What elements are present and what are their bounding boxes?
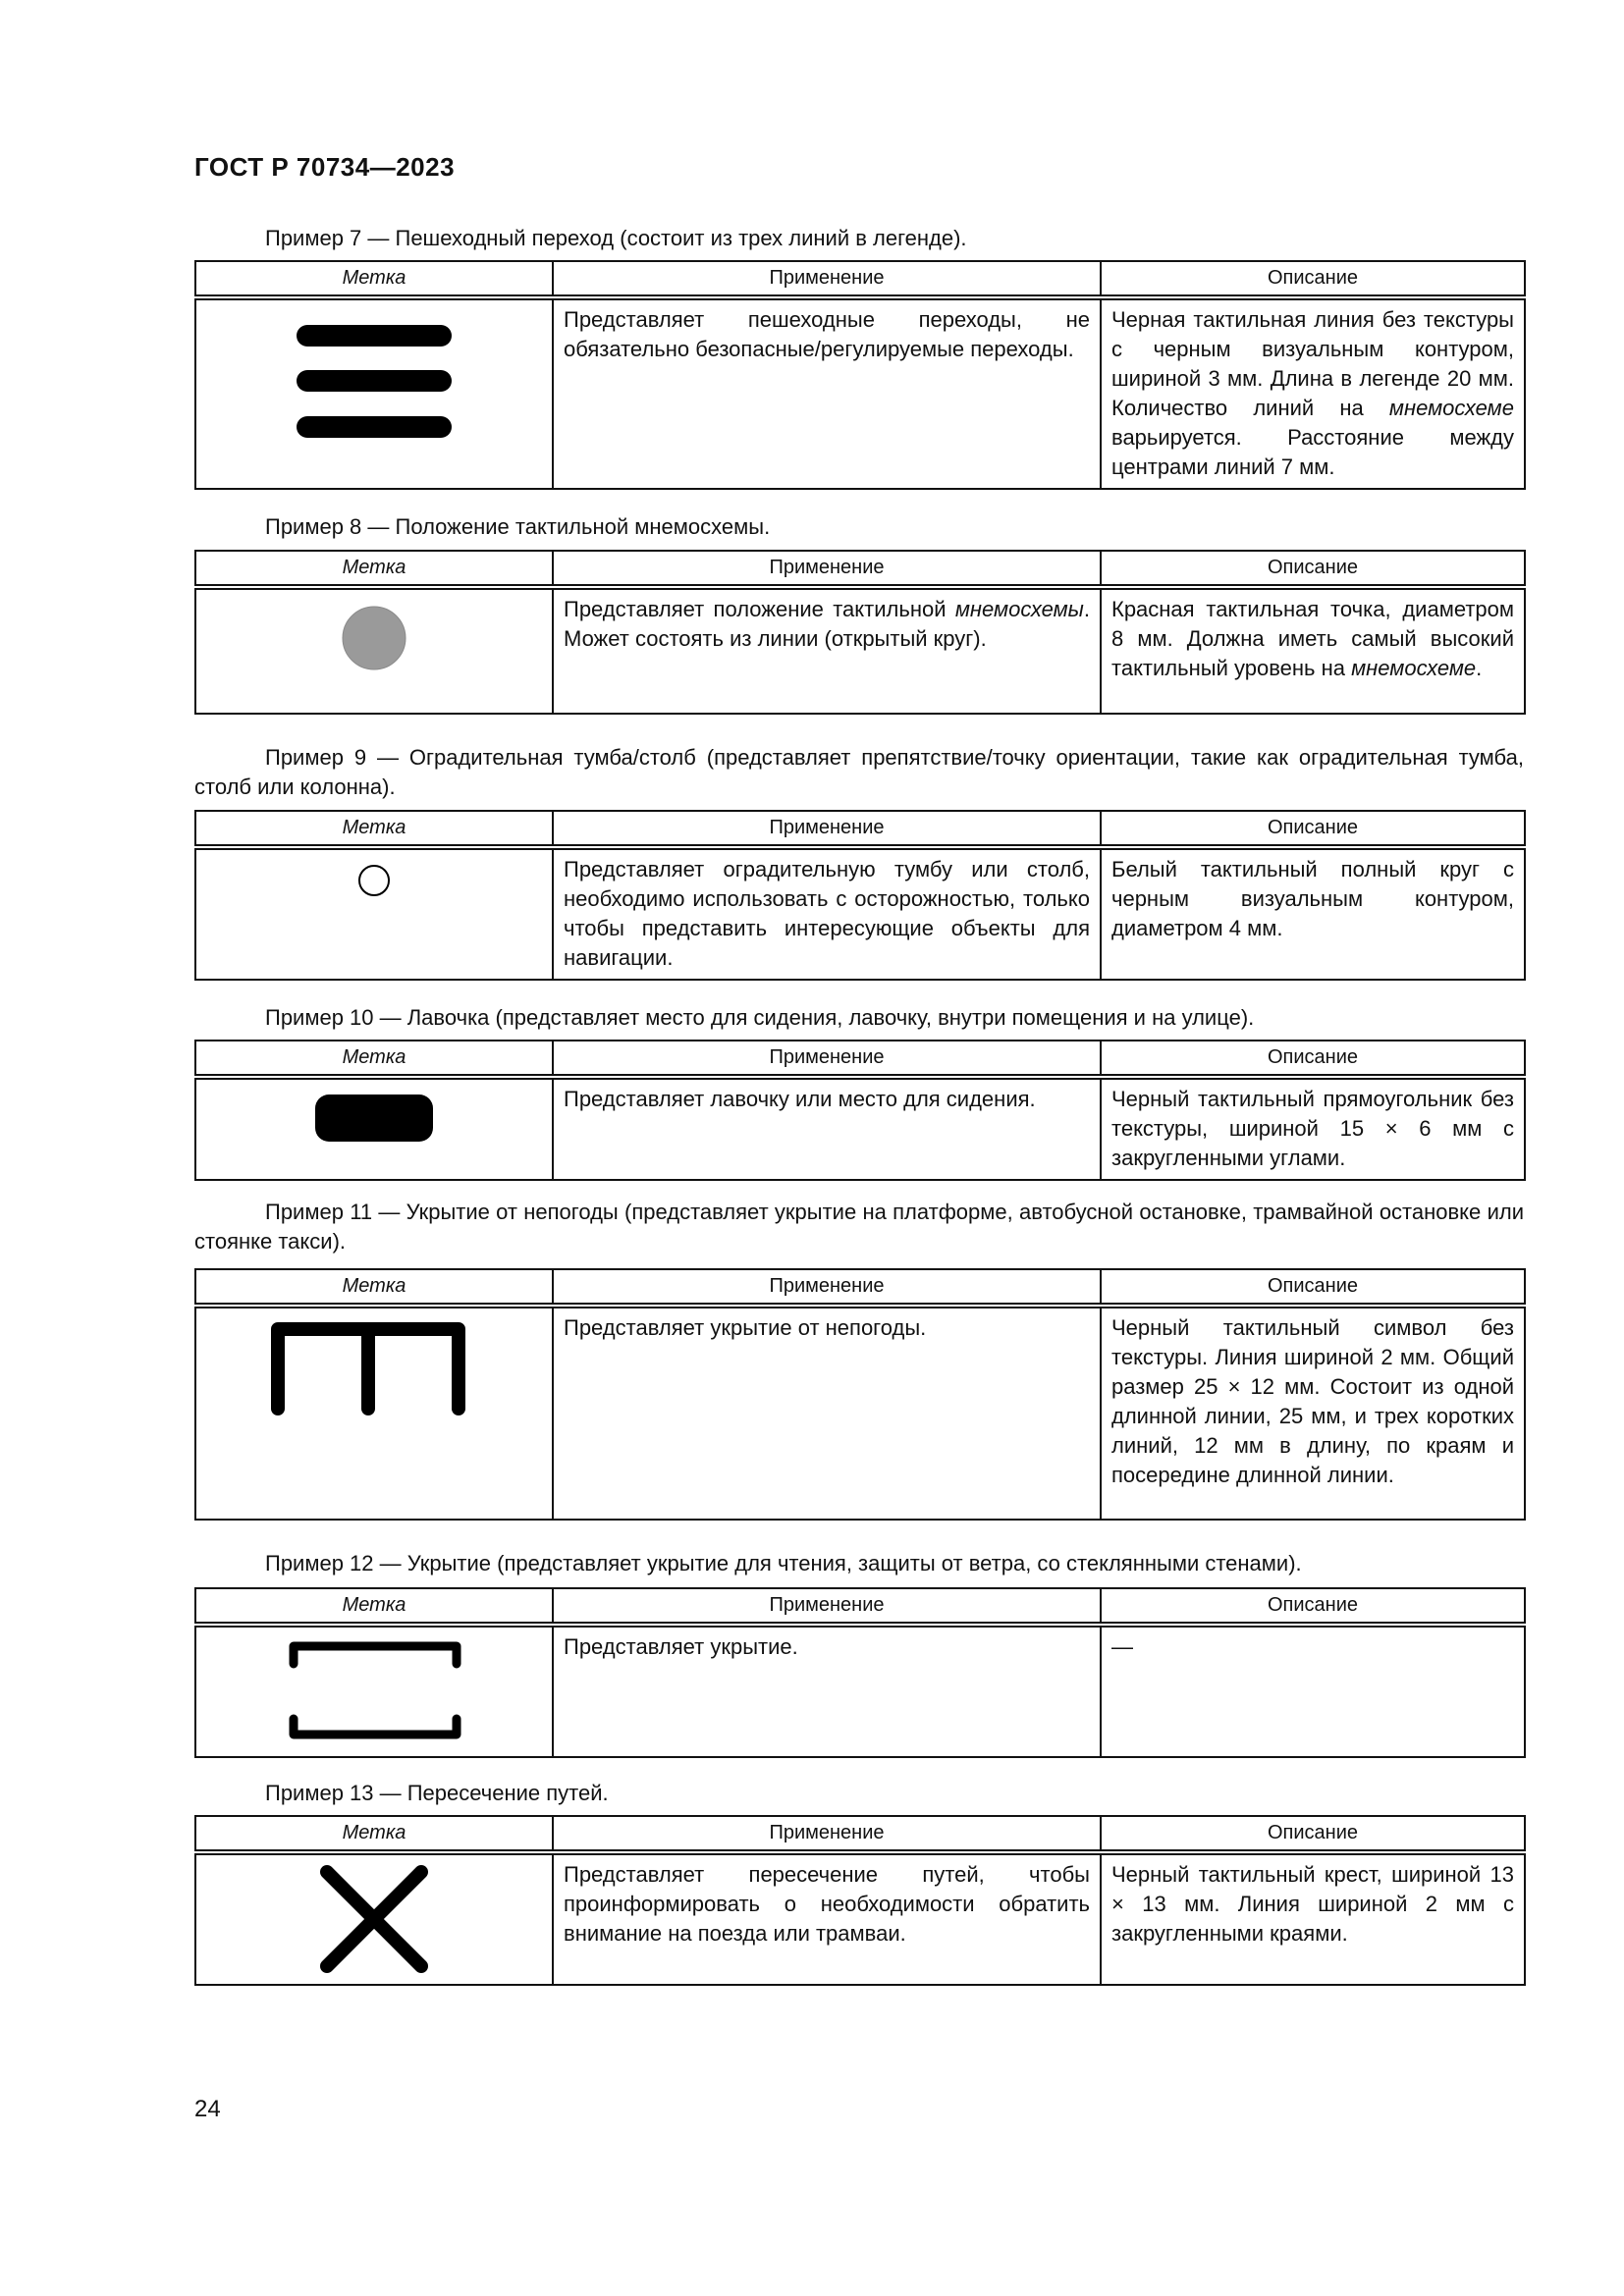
example-13-table [194,1815,1526,1986]
example-11-caption: Пример 11 — Укрытие от непогоды (представляет укрытие на платформе, автобусной остановке, трамвайной остановке или стоянке такси). [194,1200,1524,1254]
example-8-application: Представляет положение тактильной мнемосхемы. Может состоять из линии (открытый круг). [553,587,1101,714]
document-header: ГОСТ Р 70734—2023 [194,152,456,182]
pedestrian-crossing-icon [276,305,472,453]
example-12-application: Представляет укрытие. [553,1625,1101,1757]
example-12-table [194,1587,1526,1758]
example-12-description: — [1101,1625,1525,1757]
bollard-circle-icon [276,855,472,904]
track-crossing-cross-icon [276,1860,472,1978]
example-13-application: Представляет пересечение путей, чтобы проинформировать о необходимости обратить внимание на поезда или трамваи. [553,1852,1101,1985]
you-are-here-dot-icon [276,595,472,673]
example-9-table [194,810,1526,981]
column-header-application: Применение [553,261,1101,297]
weather-shelter-icon [266,1313,482,1421]
column-header-mark: Метка [195,1816,553,1852]
example-9-caption: Пример 9 — Оградительная тумба/столб (представляет препятствие/точку ориентации, такие как оградительная тумба, столб или колонна). [194,745,1524,799]
column-header-application: Применение [553,811,1101,847]
column-header-description: Описание [1101,1588,1525,1625]
column-header-application: Применение [553,1041,1101,1077]
example-13-description: Черный тактильный крест, шириной 13 × 13 мм. Линия шириной 2 мм с закругленными краями. [1101,1852,1525,1985]
example-7-mark-cell [195,297,553,489]
example-13-mark-cell [195,1852,553,1985]
column-header-application: Применение [553,1588,1101,1625]
column-header-application: Применение [553,551,1101,587]
column-header-mark: Метка [195,1588,553,1625]
example-12-caption: Пример 12 — Укрытие (представляет укрытие для чтения, защиты от ветра, со стеклянными стенами). [265,1551,1302,1575]
example-9-mark-cell [195,847,553,980]
example-10-table [194,1040,1526,1181]
example-7-table [194,260,1526,490]
example-7-caption: Пример 7 — Пешеходный переход (состоит из трех линий в легенде). [265,226,967,250]
column-header-mark: Метка [195,551,553,587]
example-10-caption: Пример 10 — Лавочка (представляет место для сидения, лавочку, внутри помещения и на улице). [265,1005,1255,1030]
example-7-application: Представляет пешеходные переходы, не обязательно безопасные/регулируемые переходы. [553,297,1101,489]
example-12-mark-cell [195,1625,553,1757]
column-header-mark: Метка [195,261,553,297]
example-11-application: Представляет укрытие от непогоды. [553,1306,1101,1520]
example-8-mark-cell [195,587,553,714]
bench-rectangle-icon [276,1085,472,1153]
column-header-description: Описание [1101,811,1525,847]
example-10-description: Черный тактильный прямоугольник без текстуры, шириной 15 × 6 мм с закругленными углами. [1101,1077,1525,1180]
page-number: 24 [194,2096,221,2122]
column-header-application: Применение [553,1816,1101,1852]
example-11-table [194,1268,1526,1521]
column-header-description: Описание [1101,1816,1525,1852]
column-header-description: Описание [1101,1269,1525,1306]
example-8-caption: Пример 8 — Положение тактильной мнемосхемы. [265,514,771,539]
example-13-caption: Пример 13 — Пересечение путей. [265,1781,609,1805]
example-8-description: Красная тактильная точка, диаметром 8 мм. Должна иметь самый высокий тактильный уровень на мнемосхеме. [1101,587,1525,714]
example-10-mark-cell [195,1077,553,1180]
glass-shelter-icon [276,1632,472,1750]
example-7-description: Черная тактильная линия без текстуры с черным визуальным контуром, шириной 3 мм. Длина в легенде 20 мм. Количество линий на мнемосхеме варьируется. Расстояние между центрами линий 7 мм. [1101,297,1525,489]
column-header-description: Описание [1101,261,1525,297]
column-header-mark: Метка [195,811,553,847]
column-header-description: Описание [1101,551,1525,587]
column-header-application: Применение [553,1269,1101,1306]
example-11-mark-cell [195,1306,553,1520]
column-header-description: Описание [1101,1041,1525,1077]
example-8-table [194,550,1526,715]
example-10-application: Представляет лавочку или место для сидения. [553,1077,1101,1180]
column-header-mark: Метка [195,1269,553,1306]
column-header-mark: Метка [195,1041,553,1077]
example-9-description: Белый тактильный полный круг с черным визуальным контуром, диаметром 4 мм. [1101,847,1525,980]
example-9-application: Представляет оградительную тумбу или столб, необходимо использовать с осторожностью, только чтобы представить интересующие объекты для навигации. [553,847,1101,980]
example-11-description: Черный тактильный символ без текстуры. Линия шириной 2 мм. Общий размер 25 × 12 мм. Состоит из одной длинной линии, 25 мм, и трех коротких линий, 12 мм в длину, по краям и посередине длинной линии. [1101,1306,1525,1520]
